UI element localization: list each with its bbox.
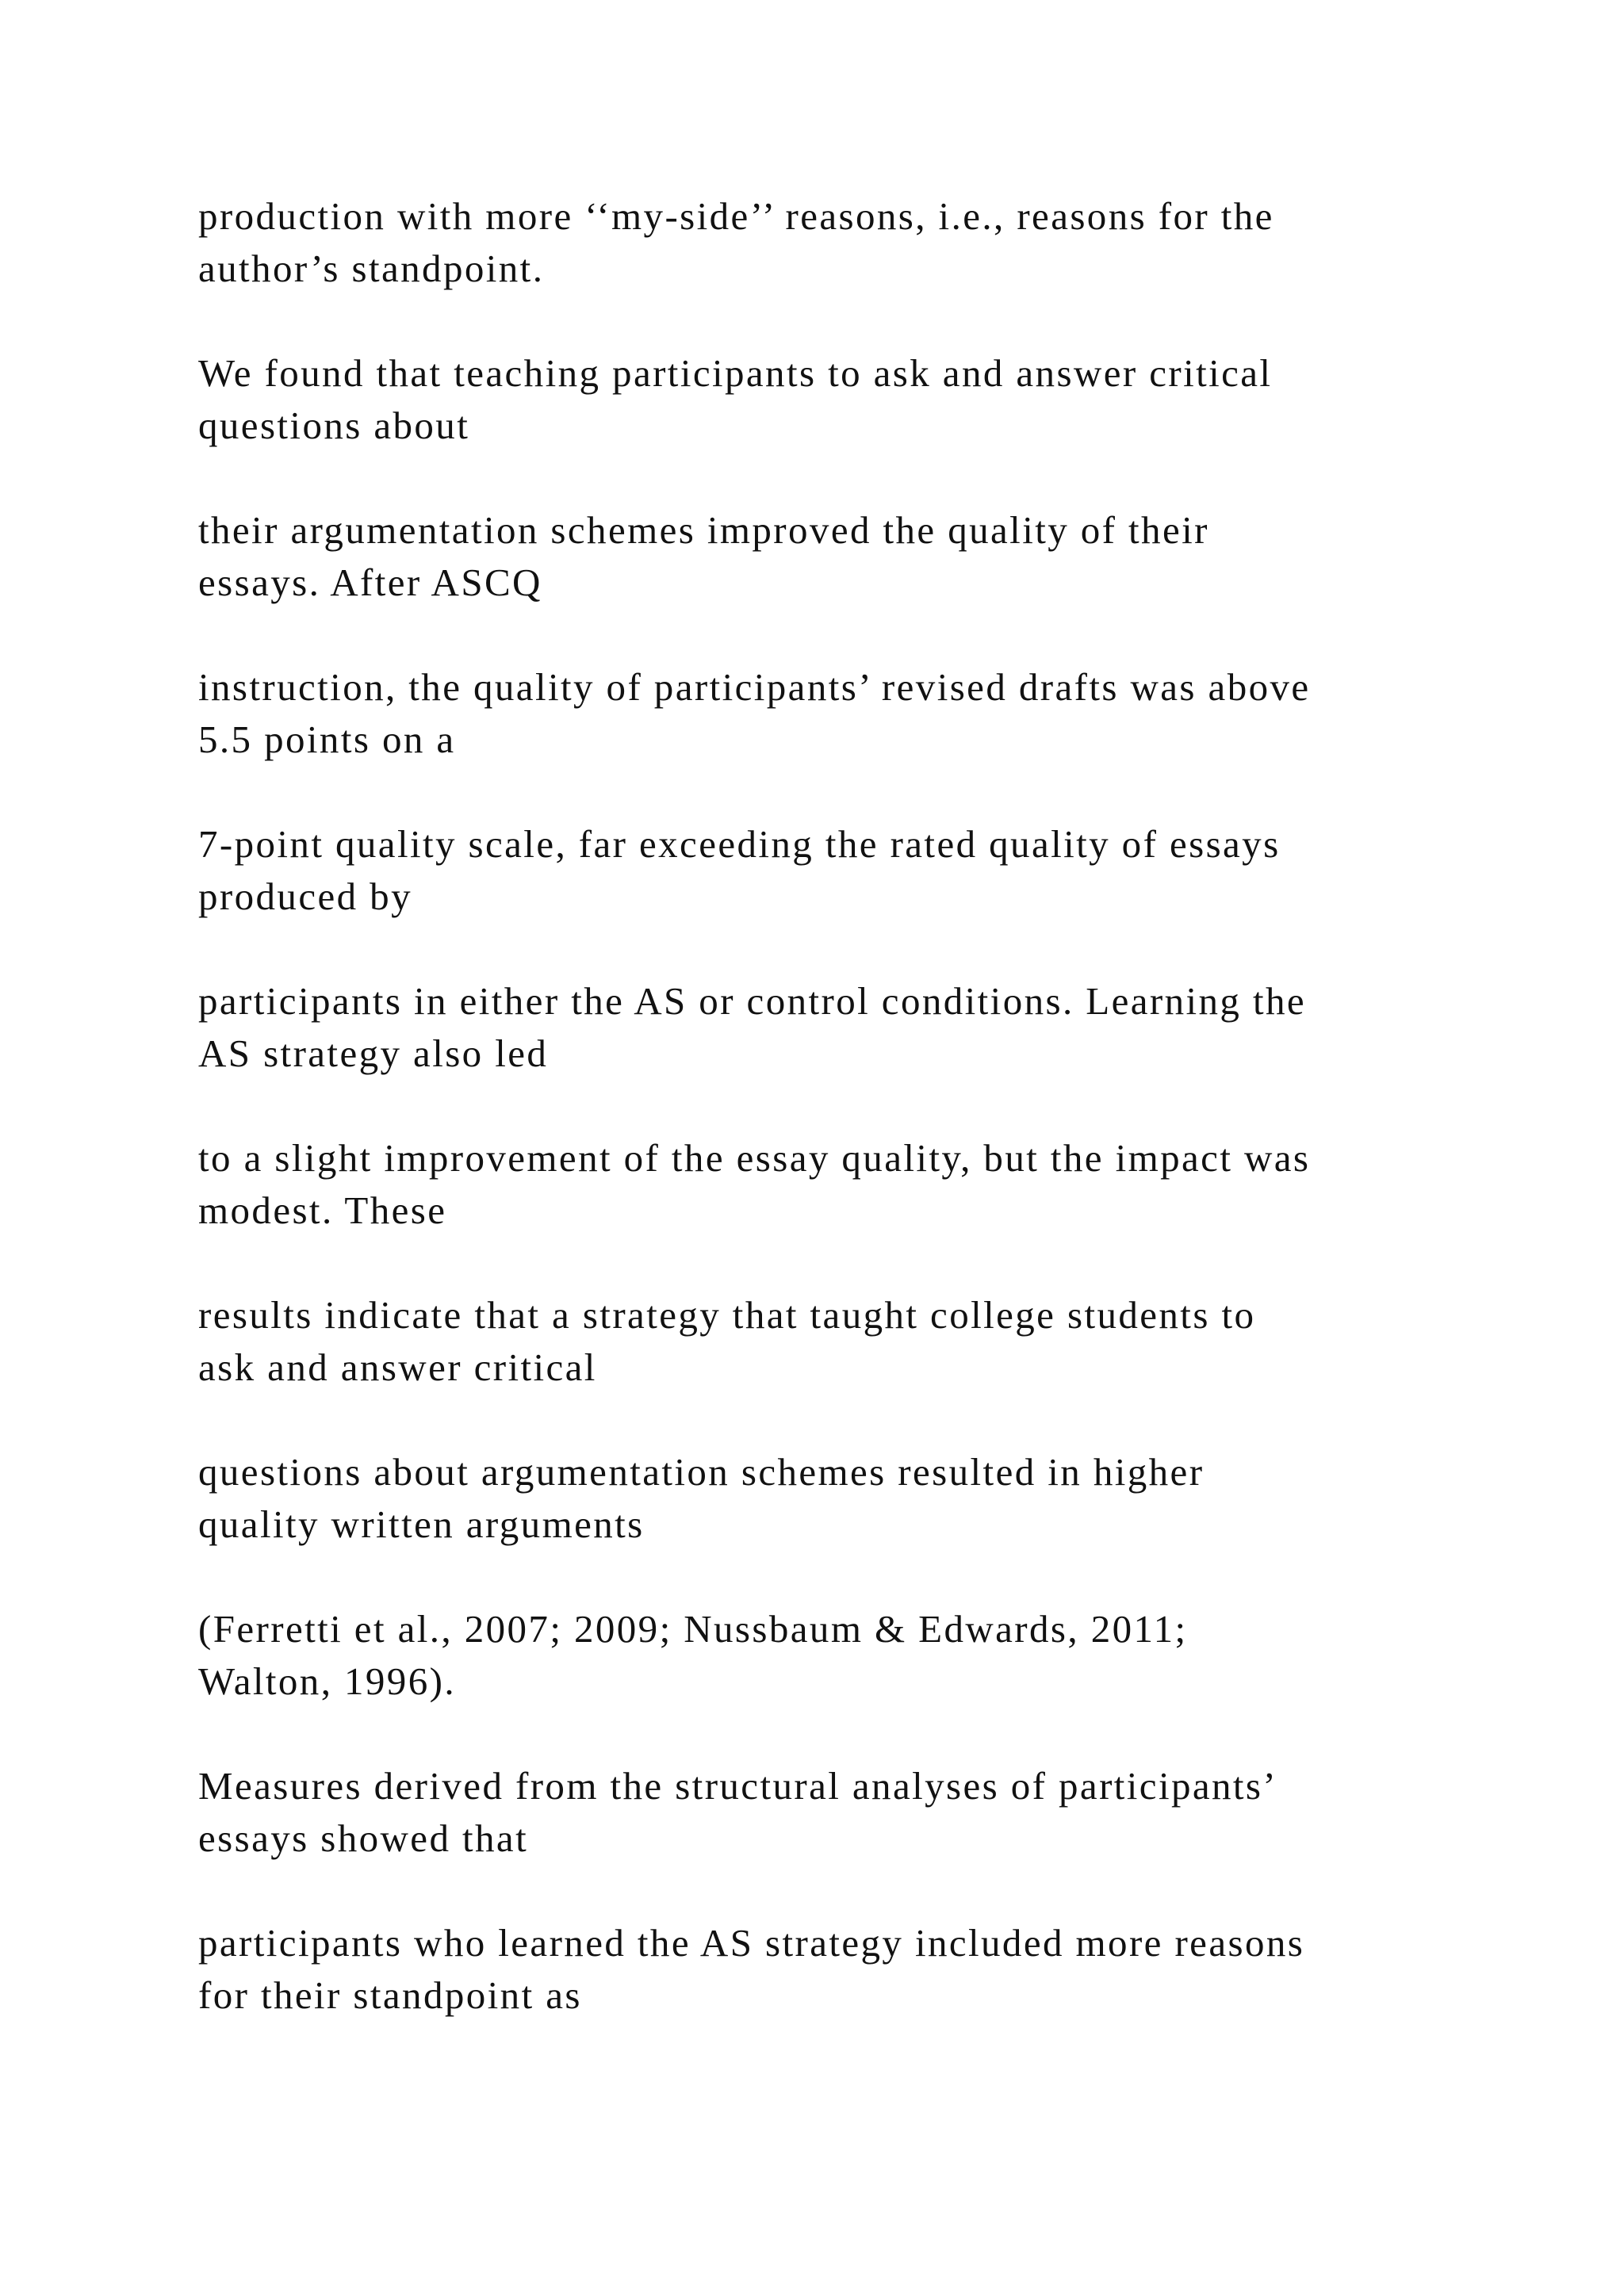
text-line: We found that teaching participants to ask and answer critical — [198, 351, 1273, 395]
text-line: 5.5 points on a — [198, 718, 456, 761]
paragraph-11 — [198, 1760, 1499, 1865]
text-line: their argumentation schemes improved the quality of their — [198, 508, 1209, 552]
paragraph-4 — [198, 661, 1499, 766]
text-line: ask and answer critical — [198, 1345, 597, 1389]
text-line: quality written arguments — [198, 1502, 645, 1546]
text-line: produced by — [198, 874, 412, 918]
text-line: participants in either the AS or control conditions. Learning the — [198, 979, 1307, 1023]
text-line: results indicate that a strategy that taught college students to — [198, 1293, 1256, 1337]
paragraph-7 — [198, 1132, 1499, 1237]
paragraph-9 — [198, 1446, 1499, 1551]
paragraph-12 — [198, 1917, 1499, 2022]
text-line: (Ferretti et al., 2007; 2009; Nussbaum & Edwards, 2011; — [198, 1607, 1188, 1651]
text-line: Measures derived from the structural analyses of participants’ — [198, 1764, 1278, 1808]
paragraph-2 — [198, 347, 1499, 452]
text-line: AS strategy also led — [198, 1031, 549, 1075]
paragraph-1 — [198, 190, 1499, 295]
paragraph-8 — [198, 1289, 1499, 1394]
text-line: participants who learned the AS strategy included more reasons — [198, 1921, 1305, 1965]
paragraph-5 — [198, 818, 1499, 923]
text-line: modest. These — [198, 1188, 447, 1232]
text-line: production with more ‘‘my-side’’ reasons, i.e., reasons for the — [198, 194, 1274, 238]
text-line: essays. After ASCQ — [198, 561, 542, 604]
paragraph-3 — [198, 504, 1499, 609]
text-line: 7-point quality scale, far exceeding the rated quality of essays — [198, 822, 1281, 866]
text-line: questions about argumentation schemes resulted in higher — [198, 1450, 1205, 1494]
text-line: essays showed that — [198, 1816, 529, 1860]
text-line: author’s standpoint. — [198, 247, 545, 290]
text-line: questions about — [198, 404, 470, 447]
text-line: to a slight improvement of the essay quality, but the impact was — [198, 1136, 1311, 1180]
paragraph-10 — [198, 1603, 1499, 1708]
text-line: instruction, the quality of participants’ revised drafts was above — [198, 665, 1311, 709]
text-line: for their standpoint as — [198, 1973, 582, 2017]
document-body — [198, 190, 1499, 2074]
paragraph-6 — [198, 975, 1499, 1080]
text-line: Walton, 1996). — [198, 1659, 456, 1703]
